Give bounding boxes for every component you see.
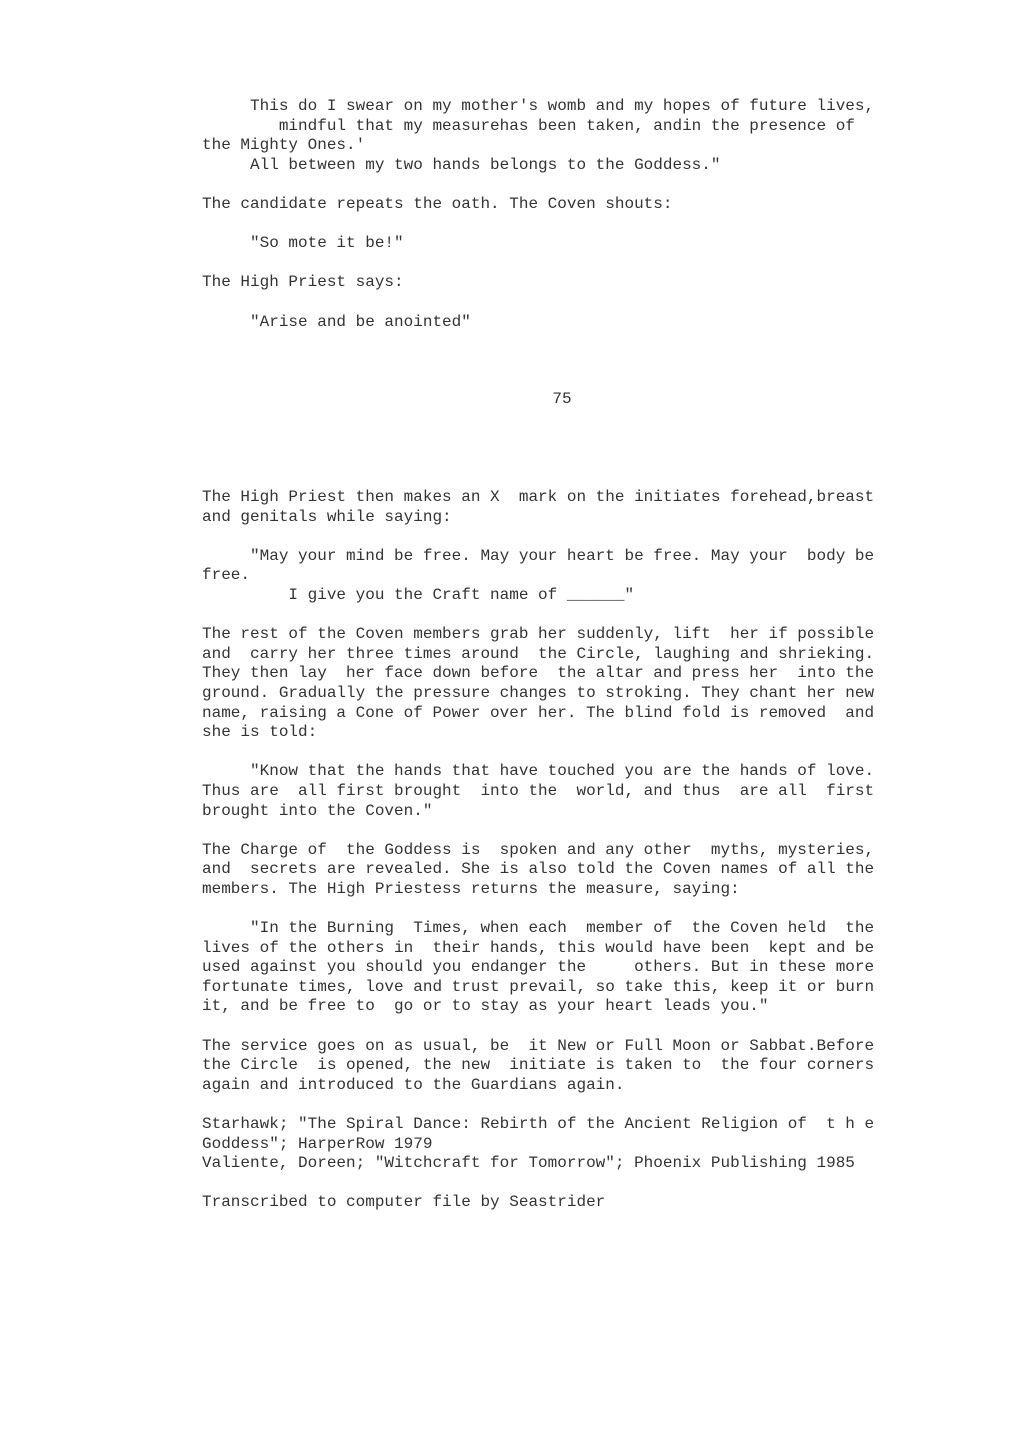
- text-line: "Know that the hands that have touched you are the hands of love.: [202, 762, 875, 781]
- text-line: The rest of the Coven members grab her suddenly, lift her if possible: [202, 625, 875, 644]
- text-line: she is told:: [202, 723, 318, 742]
- text-line: again and introduced to the Guardians again.: [202, 1075, 625, 1094]
- text-line: "In the Burning Times, when each member of the Coven held the: [202, 919, 875, 938]
- text-line: "Arise and be anointed": [202, 312, 471, 331]
- text-line: name, raising a Cone of Power over her. The blind fold is removed and: [202, 703, 875, 722]
- page-bottom-text: [202, 488, 962, 1213]
- text-line: They then lay her face down before the altar and press her into the: [202, 664, 875, 683]
- text-line: ground. Gradually the pressure changes to stroking. They chant her new: [202, 683, 875, 702]
- text-line: lives of the others in their hands, this would have been kept and be: [202, 938, 875, 957]
- text-line: mindful that my measurehas been taken, andin the presence of: [202, 116, 855, 135]
- text-line: Transcribed to computer file by Seastrider: [202, 1193, 606, 1212]
- text-line: The candidate repeats the oath. The Coven shouts:: [202, 194, 673, 213]
- text-line: I give you the Craft name of ______": [202, 585, 635, 604]
- text-line: This do I swear on my mother's womb and my hopes of future lives,: [202, 97, 875, 115]
- text-line: members. The High Priestess returns the measure, saying:: [202, 879, 740, 898]
- text-line: All between my two hands belongs to the Goddess.": [202, 155, 721, 174]
- page-number: 75: [552, 390, 572, 408]
- text-line: and secrets are revealed. She is also told the Coven names of all the: [202, 860, 875, 879]
- page-top-text: [202, 97, 962, 332]
- text-line: used against you should you endanger the others. But in these more: [202, 958, 875, 977]
- text-line: Valiente, Doreen; "Witchcraft for Tomorrow"; Phoenix Publishing 1985: [202, 1154, 855, 1173]
- text-line: The High Priest says:: [202, 273, 404, 292]
- text-line: The Charge of the Goddess is spoken and any other myths, mysteries,: [202, 840, 875, 859]
- text-line: the Circle is opened, the new initiate is taken to the four corners: [202, 1056, 875, 1075]
- text-line: Goddess"; HarperRow 1979: [202, 1134, 433, 1153]
- text-line: fortunate times, love and trust prevail, so take this, keep it or burn: [202, 977, 875, 996]
- text-line: Starhawk; "The Spiral Dance: Rebirth of the Ancient Religion of t h e: [202, 1115, 875, 1133]
- text-line: The service goes on as usual, be it New or Full Moon or Sabbat.Before: [202, 1036, 875, 1055]
- text-line: and genitals while saying:: [202, 507, 452, 526]
- text-line: The High Priest then makes an X mark on the initiates forehead,breast: [202, 488, 875, 506]
- text-line: "So mote it be!": [202, 234, 404, 253]
- text-line: free.: [202, 566, 251, 585]
- text-line: and carry her three times around the Circle, laughing and shrieking.: [202, 644, 875, 663]
- text-line: Thus are all first brought into the world, and thus are all first: [202, 781, 875, 800]
- text-line: brought into the Coven.": [202, 801, 433, 820]
- text-line: "May your mind be free. May your heart be free. May your body be: [202, 546, 875, 565]
- text-line: it, and be free to go or to stay as your heart leads you.": [202, 997, 769, 1016]
- text-line: the Mighty Ones.': [202, 136, 366, 155]
